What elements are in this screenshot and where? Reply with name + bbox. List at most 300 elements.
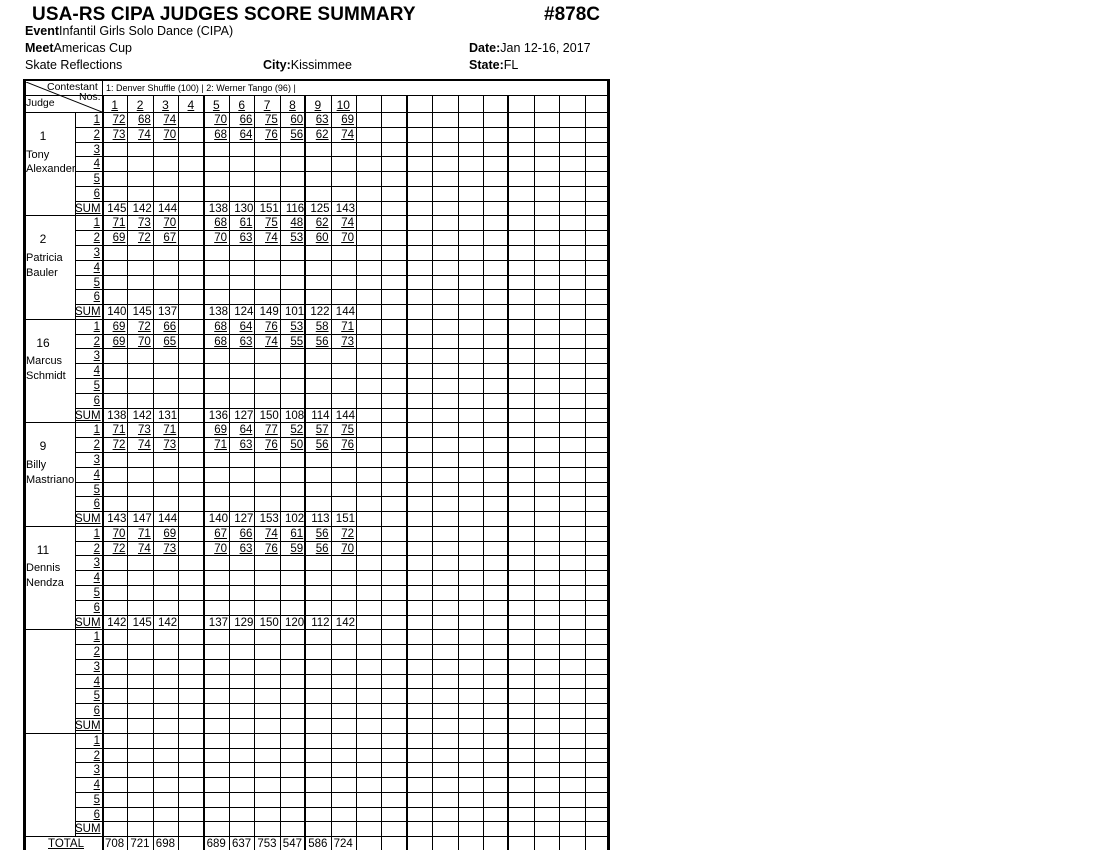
column-header-6: 6 xyxy=(238,98,246,112)
score-cell: 69 xyxy=(163,527,177,540)
score-cell: 63 xyxy=(239,232,253,245)
column-divider xyxy=(534,95,535,850)
sum-cell: 150 xyxy=(259,616,279,629)
sum-cell: 144 xyxy=(335,306,355,319)
score-cell: 56 xyxy=(315,542,329,555)
row-divider xyxy=(75,718,610,719)
row-label: 5 xyxy=(93,483,100,496)
score-cell: 74 xyxy=(163,114,177,126)
total-cell: 586 xyxy=(308,838,328,850)
score-cell: 68 xyxy=(214,335,227,348)
row-divider xyxy=(75,482,610,483)
total-cell: 721 xyxy=(130,838,150,850)
column-divider xyxy=(356,95,357,850)
sum-cell: 122 xyxy=(310,306,330,319)
row-label: 2 xyxy=(93,749,100,762)
score-cell: 64 xyxy=(239,320,253,333)
sum-cell: 151 xyxy=(335,513,355,526)
dance-list: 1: Denver Shuffle (100) | 2: Werner Tango (96) | xyxy=(106,83,296,93)
row-label: 1 xyxy=(93,527,100,540)
score-cell: 69 xyxy=(112,335,126,348)
total-cell: 753 xyxy=(257,838,277,850)
score-cell: 65 xyxy=(163,335,177,348)
score-cell: 71 xyxy=(214,439,227,452)
sum-cell: 142 xyxy=(107,616,127,629)
row-label: 2 xyxy=(93,542,100,555)
row-label: 2 xyxy=(93,335,100,348)
total-cell: 637 xyxy=(232,838,252,850)
score-cell: 68 xyxy=(137,114,151,126)
row-label: 2 xyxy=(93,232,100,245)
score-cell: 76 xyxy=(264,128,278,141)
document-number: #878C xyxy=(544,4,600,25)
row-label: 3 xyxy=(93,143,100,156)
corner-contestant-label: Contestant xyxy=(47,81,98,93)
score-cell: 61 xyxy=(290,527,304,540)
total-label: TOTAL xyxy=(48,838,84,850)
total-cell: 689 xyxy=(206,838,226,850)
score-cell: 63 xyxy=(239,542,253,555)
date-value: Jan 12-16, 2017 xyxy=(500,41,591,55)
sum-cell: 143 xyxy=(107,513,127,526)
judge-last-name: Nendza xyxy=(26,577,64,590)
score-cell: 70 xyxy=(214,114,227,126)
row-label: 6 xyxy=(93,394,100,407)
column-header-1: 1 xyxy=(111,98,119,112)
judge-block-divider xyxy=(23,733,610,734)
column-header-3: 3 xyxy=(162,98,169,112)
row-divider xyxy=(75,304,610,305)
row-divider xyxy=(75,230,610,231)
judge-block-divider xyxy=(23,526,610,527)
column-divider xyxy=(483,95,484,850)
event-label: Event xyxy=(25,24,60,38)
meet-value: Americas Cup xyxy=(53,41,132,55)
judge-last-name: Bauler xyxy=(26,266,58,279)
row-divider xyxy=(75,452,610,453)
row-label: 6 xyxy=(93,705,100,718)
row-divider xyxy=(75,496,610,497)
score-cell: 69 xyxy=(112,320,126,333)
judge-first-name: Dennis xyxy=(26,562,61,575)
sum-cell: 143 xyxy=(335,202,355,215)
sum-cell: 151 xyxy=(259,202,279,215)
score-cell: 74 xyxy=(264,335,278,348)
score-cell: 74 xyxy=(341,217,354,230)
row-label: 5 xyxy=(93,586,100,599)
judge-number: 2 xyxy=(39,232,47,247)
sum-cell: 142 xyxy=(335,616,355,629)
row-divider xyxy=(75,615,610,616)
sum-cell: 136 xyxy=(208,409,228,422)
score-cell: 76 xyxy=(341,439,354,452)
total-cell: 708 xyxy=(105,838,125,850)
score-cell: 68 xyxy=(214,320,227,333)
sum-cell: 101 xyxy=(285,306,305,319)
header-divider xyxy=(23,112,610,113)
sum-cell: 116 xyxy=(285,202,305,215)
score-cell: 75 xyxy=(264,217,278,230)
row-label: 5 xyxy=(93,276,100,289)
score-cell: 73 xyxy=(163,439,177,452)
sum-cell: 144 xyxy=(158,513,178,526)
row-label: 2 xyxy=(93,646,100,659)
score-cell: 70 xyxy=(163,217,177,230)
score-cell: 71 xyxy=(341,320,354,333)
row-label: 3 xyxy=(93,557,100,570)
score-cell: 68 xyxy=(214,217,227,230)
score-cell: 74 xyxy=(137,128,151,141)
row-divider xyxy=(75,541,610,542)
sum-cell: 108 xyxy=(285,409,305,422)
score-cell: 60 xyxy=(290,114,304,126)
sum-cell: 153 xyxy=(259,513,279,526)
score-cell: 70 xyxy=(341,542,354,555)
total-cell: 698 xyxy=(155,838,175,850)
row-label: 3 xyxy=(93,247,100,260)
row-divider xyxy=(75,393,610,394)
judge-first-name: Tony xyxy=(26,148,50,161)
row-divider xyxy=(75,600,610,601)
sum-cell: 131 xyxy=(158,409,178,422)
date-field xyxy=(469,41,591,55)
score-cell: 71 xyxy=(112,217,126,230)
score-cell: 74 xyxy=(264,527,278,540)
column-header-10: 10 xyxy=(336,98,350,112)
score-cell: 73 xyxy=(112,128,126,141)
corner-nos-label: Nos. xyxy=(79,91,101,103)
row-label: 3 xyxy=(93,660,100,673)
judge-block-divider xyxy=(23,629,610,630)
sum-cell: 127 xyxy=(234,513,254,526)
sum-cell: 150 xyxy=(259,409,279,422)
sum-cell: 142 xyxy=(132,409,152,422)
state-label: State: xyxy=(469,58,504,72)
column-divider xyxy=(178,95,179,850)
score-cell: 69 xyxy=(214,424,227,437)
score-cell: 76 xyxy=(264,439,278,452)
score-cell: 56 xyxy=(290,128,304,141)
row-label: 1 xyxy=(93,217,100,230)
city-label: City: xyxy=(263,58,291,72)
score-cell: 75 xyxy=(341,424,354,437)
row-divider xyxy=(75,807,610,808)
sum-cell: 137 xyxy=(208,616,228,629)
date-label: Date: xyxy=(469,41,501,55)
row-divider xyxy=(75,334,610,335)
score-cell: 50 xyxy=(290,439,304,452)
row-divider xyxy=(75,260,610,261)
judge-block-divider xyxy=(23,422,610,423)
judge-number: 16 xyxy=(36,335,50,350)
row-label: 3 xyxy=(93,764,100,777)
score-cell: 77 xyxy=(264,424,278,437)
row-divider xyxy=(75,555,610,556)
score-cell: 76 xyxy=(264,542,278,555)
row-label: 1 xyxy=(93,424,100,437)
state-field xyxy=(469,58,518,72)
row-label: 1 xyxy=(93,320,100,333)
row-divider xyxy=(75,275,610,276)
score-cell: 63 xyxy=(239,335,253,348)
corner-judge-label: Judge xyxy=(26,97,55,109)
meet-field xyxy=(25,41,132,55)
judge-number: 11 xyxy=(36,542,50,557)
sum-cell: 149 xyxy=(259,306,279,319)
score-cell: 56 xyxy=(315,335,329,348)
column-header-4: 4 xyxy=(187,98,195,112)
score-cell: 70 xyxy=(137,335,151,348)
sum-cell: 125 xyxy=(310,202,330,215)
row-divider xyxy=(75,674,610,675)
judge-first-name: Marcus xyxy=(26,355,63,368)
row-label: 6 xyxy=(93,601,100,614)
row-divider xyxy=(75,570,610,571)
row-label: SUM xyxy=(75,202,101,215)
judge-number: 9 xyxy=(39,439,47,454)
row-label: SUM xyxy=(75,823,101,836)
score-cell: 62 xyxy=(315,128,329,141)
score-cell: 71 xyxy=(137,527,151,540)
sum-cell: 144 xyxy=(158,202,178,215)
score-cell: 56 xyxy=(315,527,329,540)
row-label: 4 xyxy=(93,158,100,171)
row-label: SUM xyxy=(75,719,101,732)
sum-cell: 127 xyxy=(234,409,254,422)
column-divider xyxy=(559,95,560,850)
score-cell: 64 xyxy=(239,128,253,141)
column-header-9: 9 xyxy=(314,98,322,112)
score-cell: 72 xyxy=(341,527,354,540)
score-cell: 71 xyxy=(112,424,126,437)
sum-cell: 138 xyxy=(208,202,228,215)
total-cell: 724 xyxy=(333,838,353,850)
row-divider xyxy=(75,378,610,379)
row-divider xyxy=(75,363,610,364)
score-cell: 75 xyxy=(264,114,278,126)
row-label: 6 xyxy=(93,291,100,304)
row-label: 3 xyxy=(93,350,100,363)
row-label: 4 xyxy=(93,779,100,792)
row-label: 1 xyxy=(93,631,100,644)
sum-cell: 138 xyxy=(208,306,228,319)
score-cell: 70 xyxy=(112,527,126,540)
corner-divider xyxy=(102,80,103,95)
row-divider xyxy=(75,408,610,409)
sum-cell: 147 xyxy=(132,513,152,526)
sum-cell: 138 xyxy=(107,409,127,422)
event-value: Infantil Girls Solo Dance (CIPA) xyxy=(59,24,234,38)
row-divider xyxy=(75,762,610,763)
column-divider xyxy=(381,95,382,850)
row-divider xyxy=(75,437,610,438)
row-label: 4 xyxy=(93,261,100,274)
row-divider xyxy=(75,245,610,246)
row-label: SUM xyxy=(75,616,101,629)
row-label: 1 xyxy=(93,734,100,747)
score-cell: 66 xyxy=(163,320,177,333)
sum-cell: 113 xyxy=(311,513,330,526)
score-cell: 64 xyxy=(239,424,253,437)
score-cell: 60 xyxy=(315,232,329,245)
column-divider xyxy=(458,95,459,850)
header-divider xyxy=(23,95,610,96)
event-field xyxy=(25,24,233,38)
row-label: 3 xyxy=(93,453,100,466)
sum-cell: 137 xyxy=(158,306,178,319)
state-value: FL xyxy=(503,58,519,72)
column-header-7: 7 xyxy=(263,98,271,112)
row-divider xyxy=(75,659,610,660)
row-divider xyxy=(75,289,610,290)
score-cell: 70 xyxy=(341,232,354,245)
score-cell: 76 xyxy=(264,320,278,333)
row-divider xyxy=(75,142,610,143)
sum-cell: 145 xyxy=(107,202,127,215)
sum-cell: 102 xyxy=(285,513,305,526)
sum-cell: 142 xyxy=(132,202,152,215)
city-value: Kissimmee xyxy=(290,58,352,72)
judge-block-divider xyxy=(23,319,610,320)
judge-first-name: Patricia xyxy=(26,252,63,265)
score-cell: 73 xyxy=(163,542,177,555)
sum-cell: 145 xyxy=(132,306,152,319)
score-cell: 53 xyxy=(290,320,304,333)
score-cell: 70 xyxy=(214,542,227,555)
sum-cell: 114 xyxy=(311,409,330,422)
score-cell: 58 xyxy=(315,320,329,333)
row-label: 6 xyxy=(93,498,100,511)
sum-cell: 130 xyxy=(234,202,254,215)
total-divider xyxy=(23,836,610,837)
row-label: 6 xyxy=(93,808,100,821)
row-label: 5 xyxy=(93,793,100,806)
row-divider xyxy=(75,688,610,689)
column-divider xyxy=(432,95,433,850)
sum-cell: 142 xyxy=(158,616,178,629)
row-label: SUM xyxy=(75,513,101,526)
score-cell: 74 xyxy=(264,232,278,245)
row-label: 4 xyxy=(93,572,100,585)
row-label: 4 xyxy=(93,675,100,688)
score-cell: 52 xyxy=(290,424,304,437)
row-divider xyxy=(75,467,610,468)
score-cell: 73 xyxy=(341,335,354,348)
column-header-8: 8 xyxy=(289,98,296,112)
sum-cell: 124 xyxy=(234,306,254,319)
row-label: 2 xyxy=(93,439,100,452)
score-cell: 55 xyxy=(290,335,304,348)
row-label: 5 xyxy=(93,173,100,186)
judge-last-name: Mastriano xyxy=(26,473,75,486)
row-divider xyxy=(75,186,610,187)
score-cell: 74 xyxy=(341,128,354,141)
judge-first-name: Billy xyxy=(26,458,47,471)
score-cell: 72 xyxy=(112,439,126,452)
judge-number: 1 xyxy=(39,128,47,143)
column-divider xyxy=(507,95,509,850)
score-cell: 72 xyxy=(137,320,151,333)
meet-label: Meet xyxy=(25,41,54,55)
sum-cell: 145 xyxy=(132,616,152,629)
row-divider xyxy=(75,127,610,128)
score-cell: 72 xyxy=(137,232,151,245)
score-cell: 61 xyxy=(239,217,253,230)
score-cell: 68 xyxy=(214,128,227,141)
row-divider xyxy=(75,201,610,202)
row-label: 1 xyxy=(93,114,100,126)
score-cell: 63 xyxy=(315,114,329,126)
row-label: SUM xyxy=(75,306,101,319)
score-cell: 74 xyxy=(137,542,151,555)
sum-cell: 140 xyxy=(107,306,127,319)
row-divider xyxy=(75,821,610,822)
score-cell: 66 xyxy=(239,114,253,126)
row-divider xyxy=(75,792,610,793)
judge-last-name: Alexander xyxy=(26,163,76,176)
score-cell: 62 xyxy=(315,217,329,230)
row-divider xyxy=(75,748,610,749)
row-divider xyxy=(75,156,610,157)
score-cell: 63 xyxy=(239,439,253,452)
row-divider xyxy=(75,511,610,512)
sum-cell: 112 xyxy=(311,616,330,629)
score-cell: 59 xyxy=(290,542,304,555)
score-cell: 70 xyxy=(163,128,177,141)
score-cell: 56 xyxy=(315,439,329,452)
score-cell: 72 xyxy=(112,114,126,126)
score-sheet xyxy=(23,79,610,850)
score-cell: 71 xyxy=(163,424,177,437)
score-cell: 48 xyxy=(290,217,304,230)
score-cell: 73 xyxy=(137,424,151,437)
row-label: SUM xyxy=(75,409,101,422)
sum-cell: 144 xyxy=(335,409,355,422)
page-title: USA-RS CIPA JUDGES SCORE SUMMARY xyxy=(32,4,416,25)
club-name: Skate Reflections xyxy=(25,58,123,72)
row-divider xyxy=(75,585,610,586)
row-divider xyxy=(75,644,610,645)
score-cell: 69 xyxy=(341,114,354,126)
score-cell: 57 xyxy=(315,424,329,437)
row-divider xyxy=(75,348,610,349)
row-label: 4 xyxy=(93,468,100,481)
row-label: 5 xyxy=(93,690,100,703)
score-cell: 72 xyxy=(112,542,126,555)
column-header-2: 2 xyxy=(136,98,144,112)
row-divider xyxy=(75,777,610,778)
score-cell: 53 xyxy=(290,232,304,245)
column-divider xyxy=(406,95,408,850)
row-divider xyxy=(75,171,610,172)
row-label: 6 xyxy=(93,187,100,200)
row-label: 5 xyxy=(93,380,100,393)
score-cell: 69 xyxy=(112,232,126,245)
judge-last-name: Schmidt xyxy=(26,370,66,383)
score-cell: 74 xyxy=(137,439,151,452)
city-field xyxy=(263,58,352,72)
judge-block-divider xyxy=(23,215,610,216)
row-divider xyxy=(75,703,610,704)
row-label: 2 xyxy=(93,128,100,141)
column-divider xyxy=(585,95,586,850)
total-cell: 547 xyxy=(282,838,302,850)
sum-cell: 129 xyxy=(234,616,254,629)
score-cell: 66 xyxy=(239,527,253,540)
sum-cell: 120 xyxy=(285,616,305,629)
score-cell: 67 xyxy=(214,527,227,540)
score-cell: 67 xyxy=(163,232,177,245)
